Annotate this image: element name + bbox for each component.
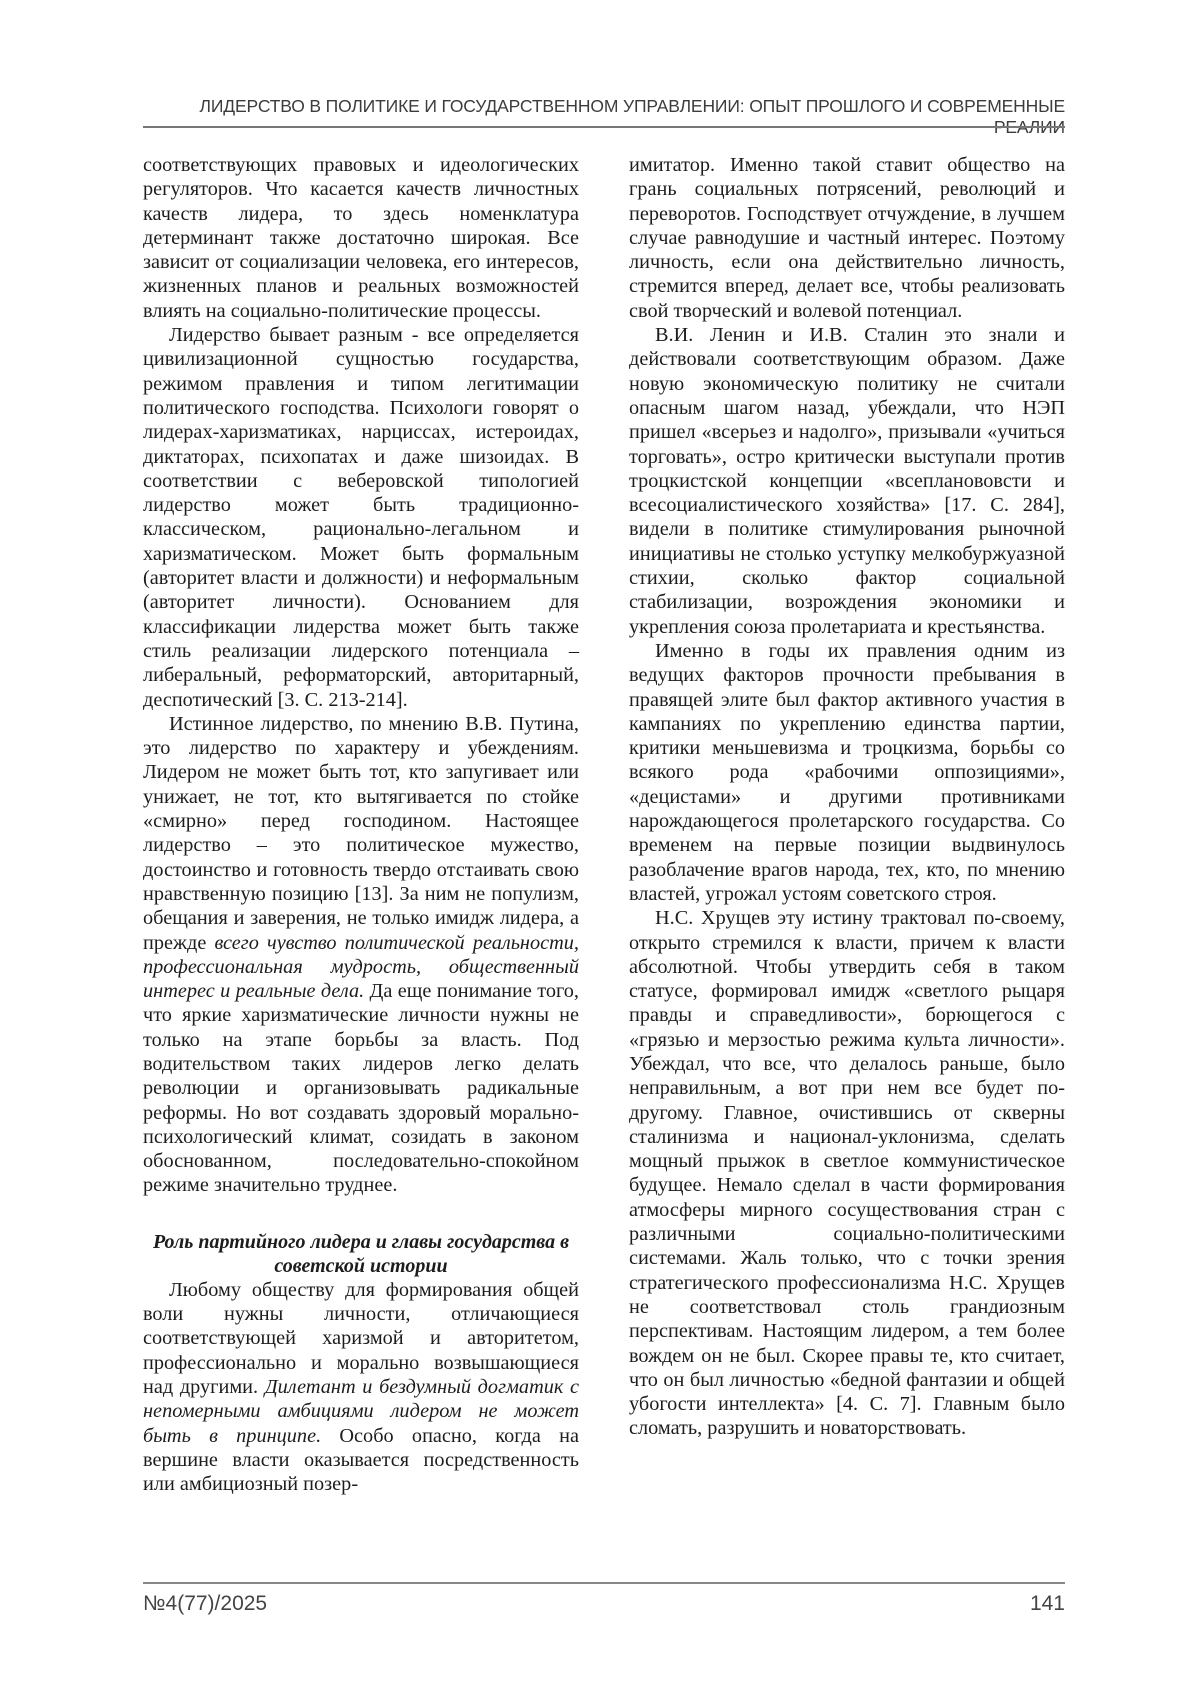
section-subheading: Роль партийного лидера и главы государства в советской истории [152,1230,570,1277]
running-header: ЛИДЕРСТВО В ПОЛИТИКЕ И ГОСУДАРСТВЕННОМ УПРАВЛЕНИИ: ОПЫТ ПРОШЛОГО И СОВРЕМЕННЫЕ РЕАЛИИ [199,96,1065,137]
paragraph: Лидерство бывает разным - все определяется цивилизационной сущностью государства, режимом правления и типом легитимации политического господства. Психологи говорят о лидерах-харизматиках, нарциссах, истероидах, диктаторах, психопатах и даже шизоидах. В соответствии с веберовской типологией лидерство может быть традиционно-классическом, рационально-легальном и харизматическом. Может быть формальным (авторитет власти и должности) и неформальным (авторитет личности). Основанием для классификации лидерства может быть также стиль реализации лидерского потенциала – либеральный, реформаторский, авторитарный, деспотический [3. С. 213-214]. [143,324,579,711]
footer-divider [143,1582,1065,1584]
paragraph [143,1278,579,1497]
issue-number: №4(77)/2025 [143,1592,268,1615]
paragraph: имитатор. Именно такой ставит общество на грань социальных потрясений, революций и переворотов. Господствует отчуждение, в лучшем случае равнодушие и частный интерес. Поэтому личность, если она действительно личность, стремится вперед, делает все, чтобы реализовать свой творческий и волевой потенциал. [629,154,1065,322]
paragraph-text: Любому обществу для формирования общей воли нужны личности, отличающиеся соответствующей харизмой и авторитетом, профессионально и морально возвышающиеся над другими. [143,1278,579,1398]
page-number: 141 [1029,1592,1065,1615]
paragraph-text: Особо опасно, когда на вершине власти оказывается посредственность или амбициозный позер- [143,1424,579,1496]
right-column [629,153,1065,1441]
paragraph: В.И. Ленин и И.В. Сталин это знали и действовали соответствующим образом. Даже новую экономическую политику не считали опасным шагом назад, убеждали, что НЭП пришел «всерьез и надолго», призывали «учиться торговать», остро критически выступали против троцкистской концепции «всепланововсти и всесоциалистического хозяйства» [17. С. 284], видели в политике стимулирования рыночной инициативы не столько уступку мелкобуржуазной стихии, сколько фактор социальной стабилизации, возрождения экономики и укрепления союза пролетариата и крестьянства. [629,324,1065,638]
paragraph: соответствующих правовых и идеологических регуляторов. Что касается качеств личностных качеств лидера, то здесь номенклатура детерминант также достаточно широкая. Все зависит от социализации человека, его интересов, жизненных планов и реальных возможностей влиять на социально-политические процессы. [143,154,579,322]
left-column [143,153,579,1496]
paragraph: Именно в годы их правления одним из ведущих факторов прочности пребывания в правящей элите был фактор активного участия в кампаниях по укреплению единства партии, критики меньшевизма и троцкизма, борьбы со всякого рода «рабочими оппозициями», «децистами» и другими противниками нарождающегося пролетарского государства. Со временем на первые позиции выдвинулось разоблачение врагов народа, тех, кто, по мнению властей, угрожал устоям советского строя. [629,639,1065,905]
header-divider [143,126,1065,128]
paragraph [143,712,579,1198]
paragraph-text: Истинное лидерство, по мнению В.В. Путина, это лидерство по характеру и убеждениям. Лидером не может быть тот, кто запугивает или унижает, не тот, кто вытягивается по стойке «смирно» перед господином. Настоящее лидерство – это политическое мужество, достоинство и готовность твердо отстаивать свою нравственную позицию [13]. За ним не популизм, обещания и заверения, не только имидж лидера, а прежде [143,712,579,954]
paragraph: Н.С. Хрущев эту истину трактовал по-своему, открыто стремился к власти, причем к власти абсолютной. Чтобы утвердить себя в таком статусе, формировал имидж «светлого рыцаря правды и справедливости», борющегося с «грязью и мерзостью режима культа личности». Убеждал, что все, что делалось раньше, было неправильным, а вот при нем все будет по-другому. Главное, очистившись от скверны сталинизма и национал-уклонизма, сделать мощный прыжок в светлое коммунистическое будущее. Немало сделал в части формирования атмосферы мирного сосуществования стран с различными социально-политическими системами. Жаль только, что с точки зрения стратегического профессионализма Н.С. Хрущев не соответствовал столь грандиозным перспективам. Настоящим лидером, а тем более вождем он не был. Скорее правы те, кто считает, что он был личностью «бедной фантазии и общей убогости интеллекта» [4. С. 7]. Главным было сломать, разрушить и новаторствовать. [629,907,1065,1440]
paragraph-italic: всего чувство политической реальности, профессиональная мудрость, общественный интерес и реальные дела. [143,931,579,1003]
paragraph-text: Да еще понимание того, что яркие харизматические личности нужны не только на этапе борьбы за власть. Под водительством таких лидеров легко делать революции и организовывать радикальные реформы. Но вот создавать здоровый морально-психологический климат, созидать в законом обоснованном, последовательно-спокойном режиме значительно труднее. [143,980,579,1197]
paragraph-italic: Дилетант и бездумный догматик с непомерными амбициями лидером не может быть в принципе. [143,1375,579,1447]
